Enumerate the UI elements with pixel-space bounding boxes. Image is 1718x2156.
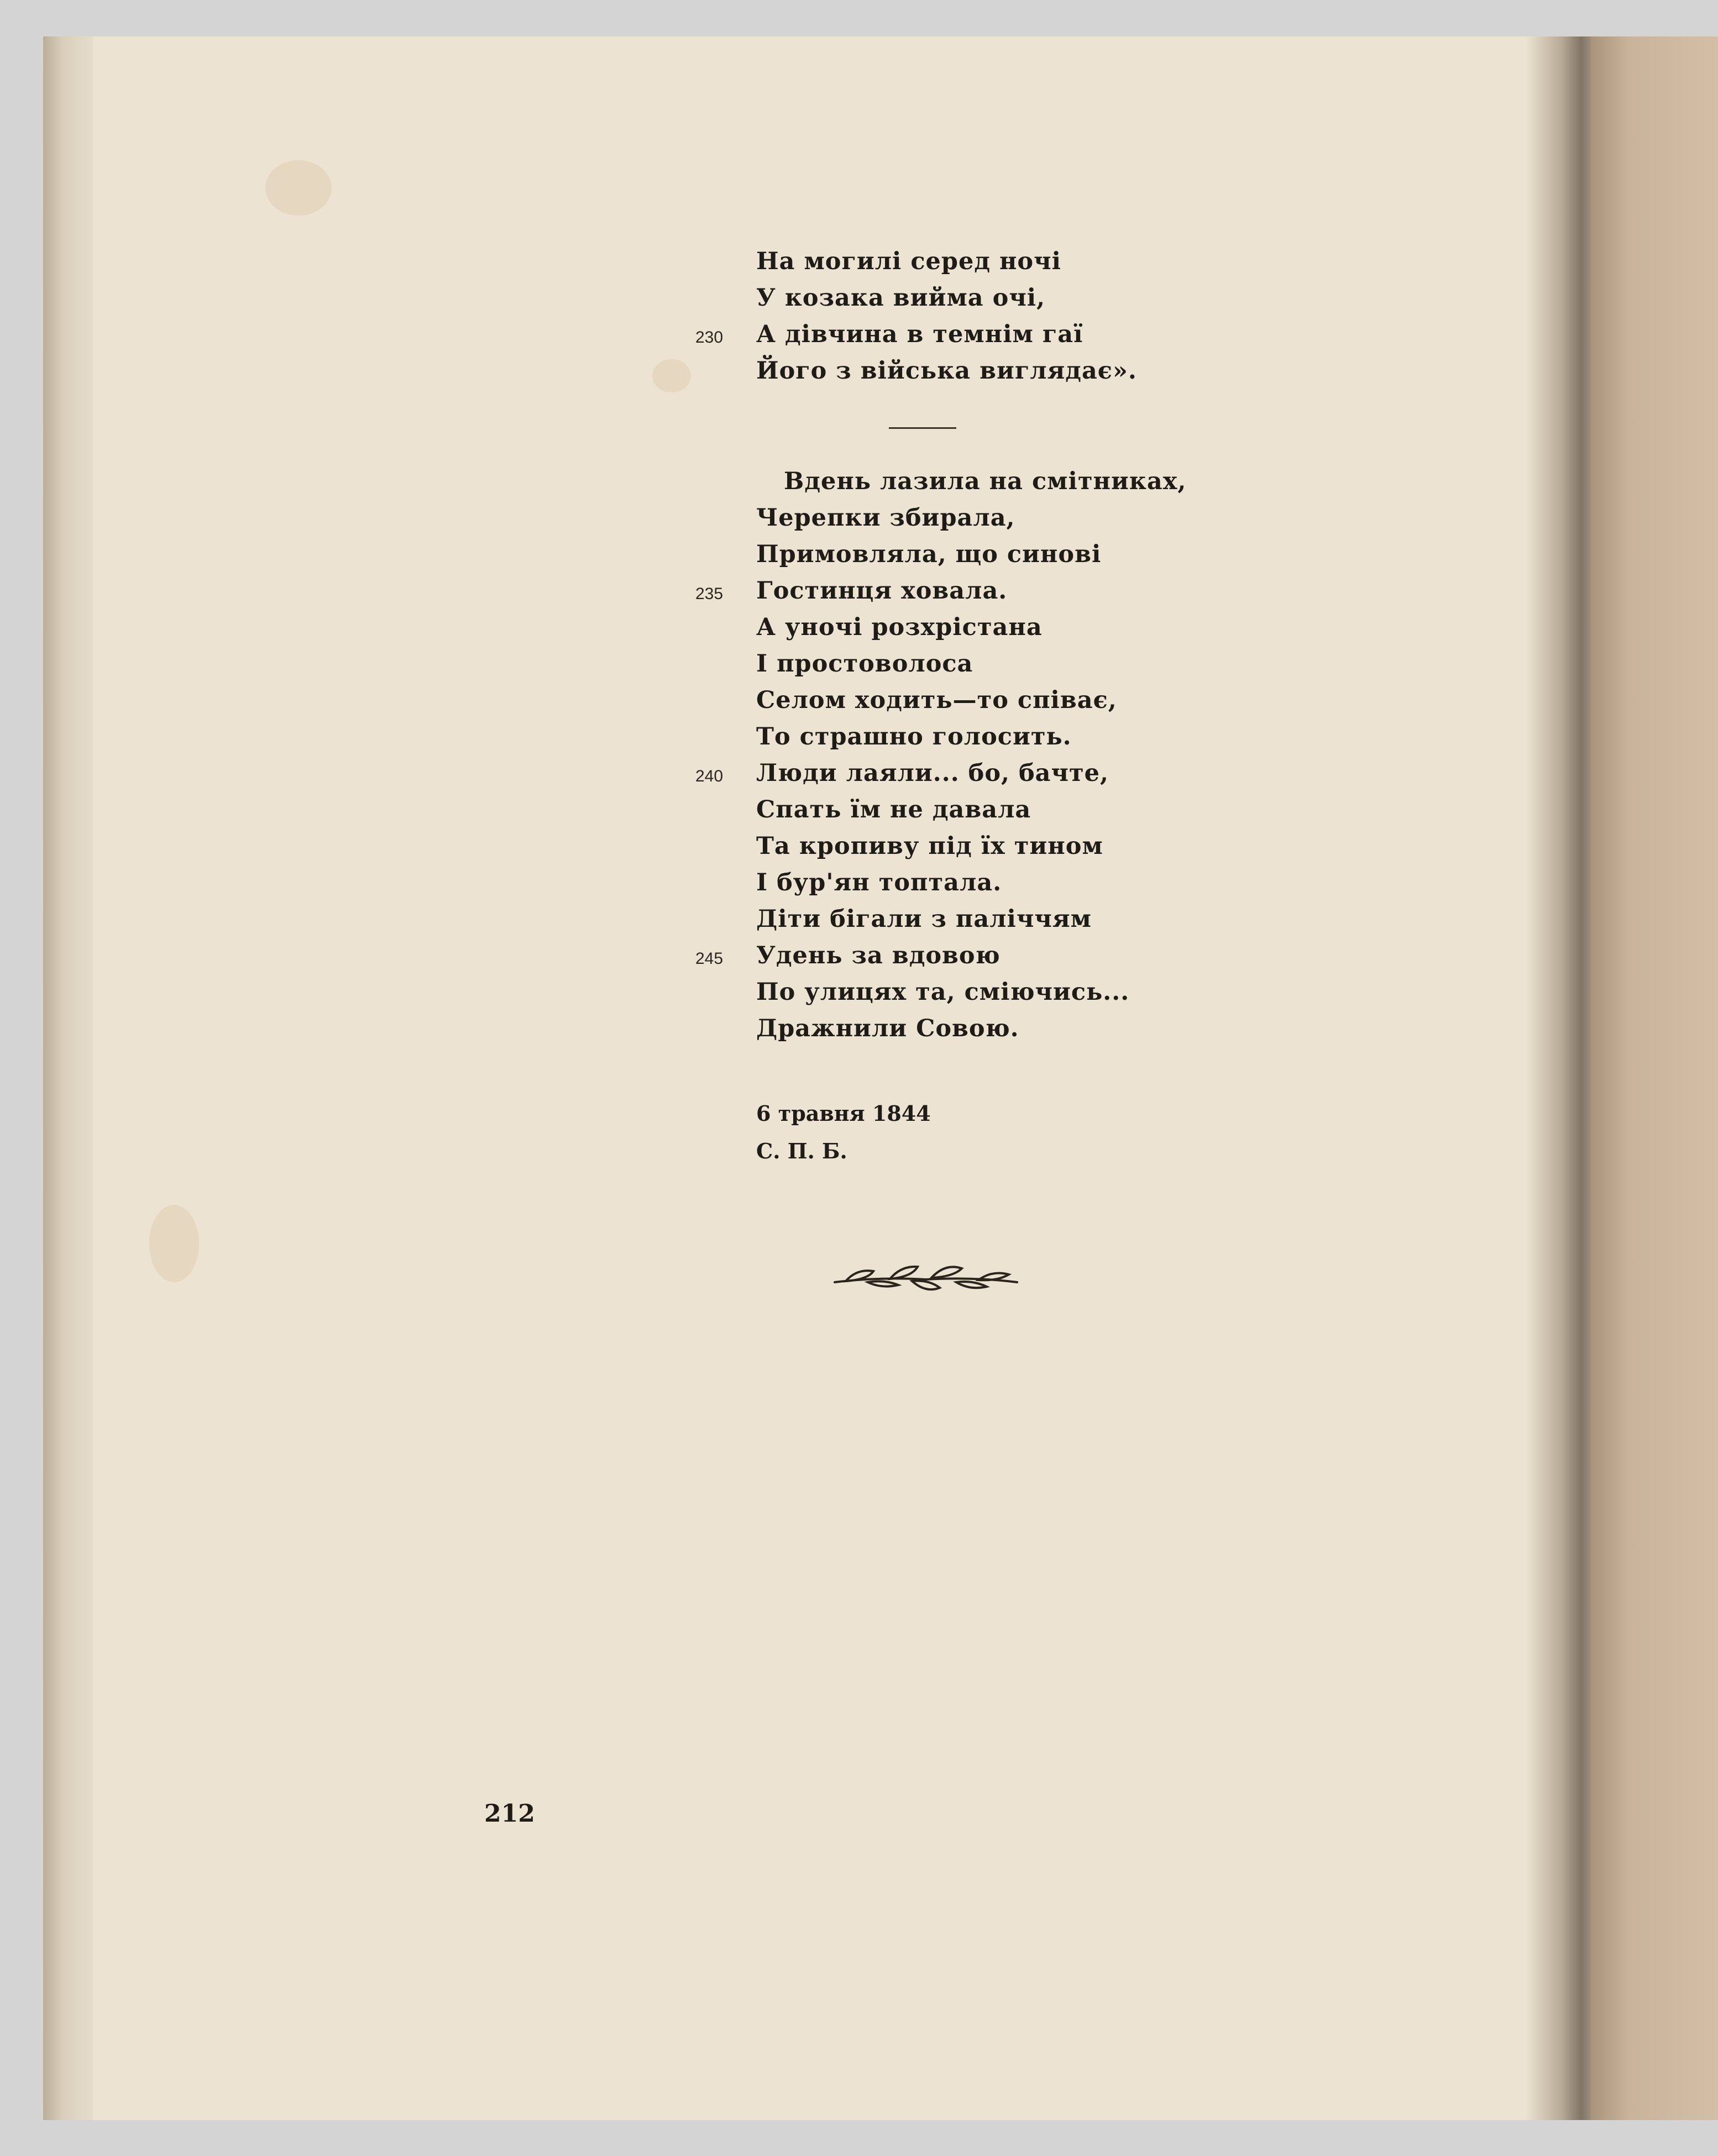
poem-line: Дражнили Совою. <box>756 1015 1019 1042</box>
page-stain <box>652 359 691 392</box>
section-divider <box>889 427 956 429</box>
poem-date: 6 травня 1844 <box>756 1101 931 1126</box>
poem-line: І простоволоса <box>756 650 973 678</box>
facing-page-edge <box>1591 36 1718 2120</box>
poem-line: Черепки збирала, <box>756 504 1015 532</box>
poem-line: У козака вийма очі, <box>756 284 1046 312</box>
poem-line: Селом ходить—то співає, <box>756 686 1117 714</box>
poem-line: Спать їм не давала <box>756 796 1031 823</box>
poem-line: І бур'ян топтала. <box>756 869 1002 896</box>
poem-line: Люди лаяли... бо, бачте, <box>756 759 1109 787</box>
book-page <box>43 36 1591 2120</box>
poem-line: Його з війська виглядає». <box>756 357 1137 385</box>
page-edge-left <box>43 36 93 2120</box>
poem-line: Та кропиву під їх тином <box>756 832 1103 860</box>
line-number: 245 <box>695 950 724 968</box>
line-number: 230 <box>695 328 724 347</box>
poem-line: Удень за вдовою <box>756 942 1001 969</box>
page-number: 212 <box>484 1800 535 1828</box>
line-number: 240 <box>695 767 724 785</box>
line-number: 235 <box>695 585 724 603</box>
poem-line: На могилі серед ночі <box>756 248 1061 275</box>
page-stain <box>149 1205 199 1282</box>
poem-line: А дівчина в темнім гаї <box>756 321 1083 348</box>
leaf-vignette-icon <box>829 1255 1023 1304</box>
page-stain <box>265 160 332 216</box>
poem-line: Гостинця ховала. <box>756 577 1008 605</box>
book-gutter <box>1526 36 1591 2120</box>
poem-line: Примовляла, що синові <box>756 541 1102 568</box>
scan-background-bottom <box>0 2120 1718 2156</box>
poem-line: Діти бігали з паліччям <box>756 905 1092 933</box>
poem-place: С. П. Б. <box>756 1139 847 1163</box>
poem-line: То страшно голосить. <box>756 723 1072 751</box>
poem-line: Вдень лазила на смітниках, <box>784 468 1187 495</box>
poem-line: А уночі розхрістана <box>756 613 1043 641</box>
poem-line: По улицях та, сміючись... <box>756 978 1130 1006</box>
